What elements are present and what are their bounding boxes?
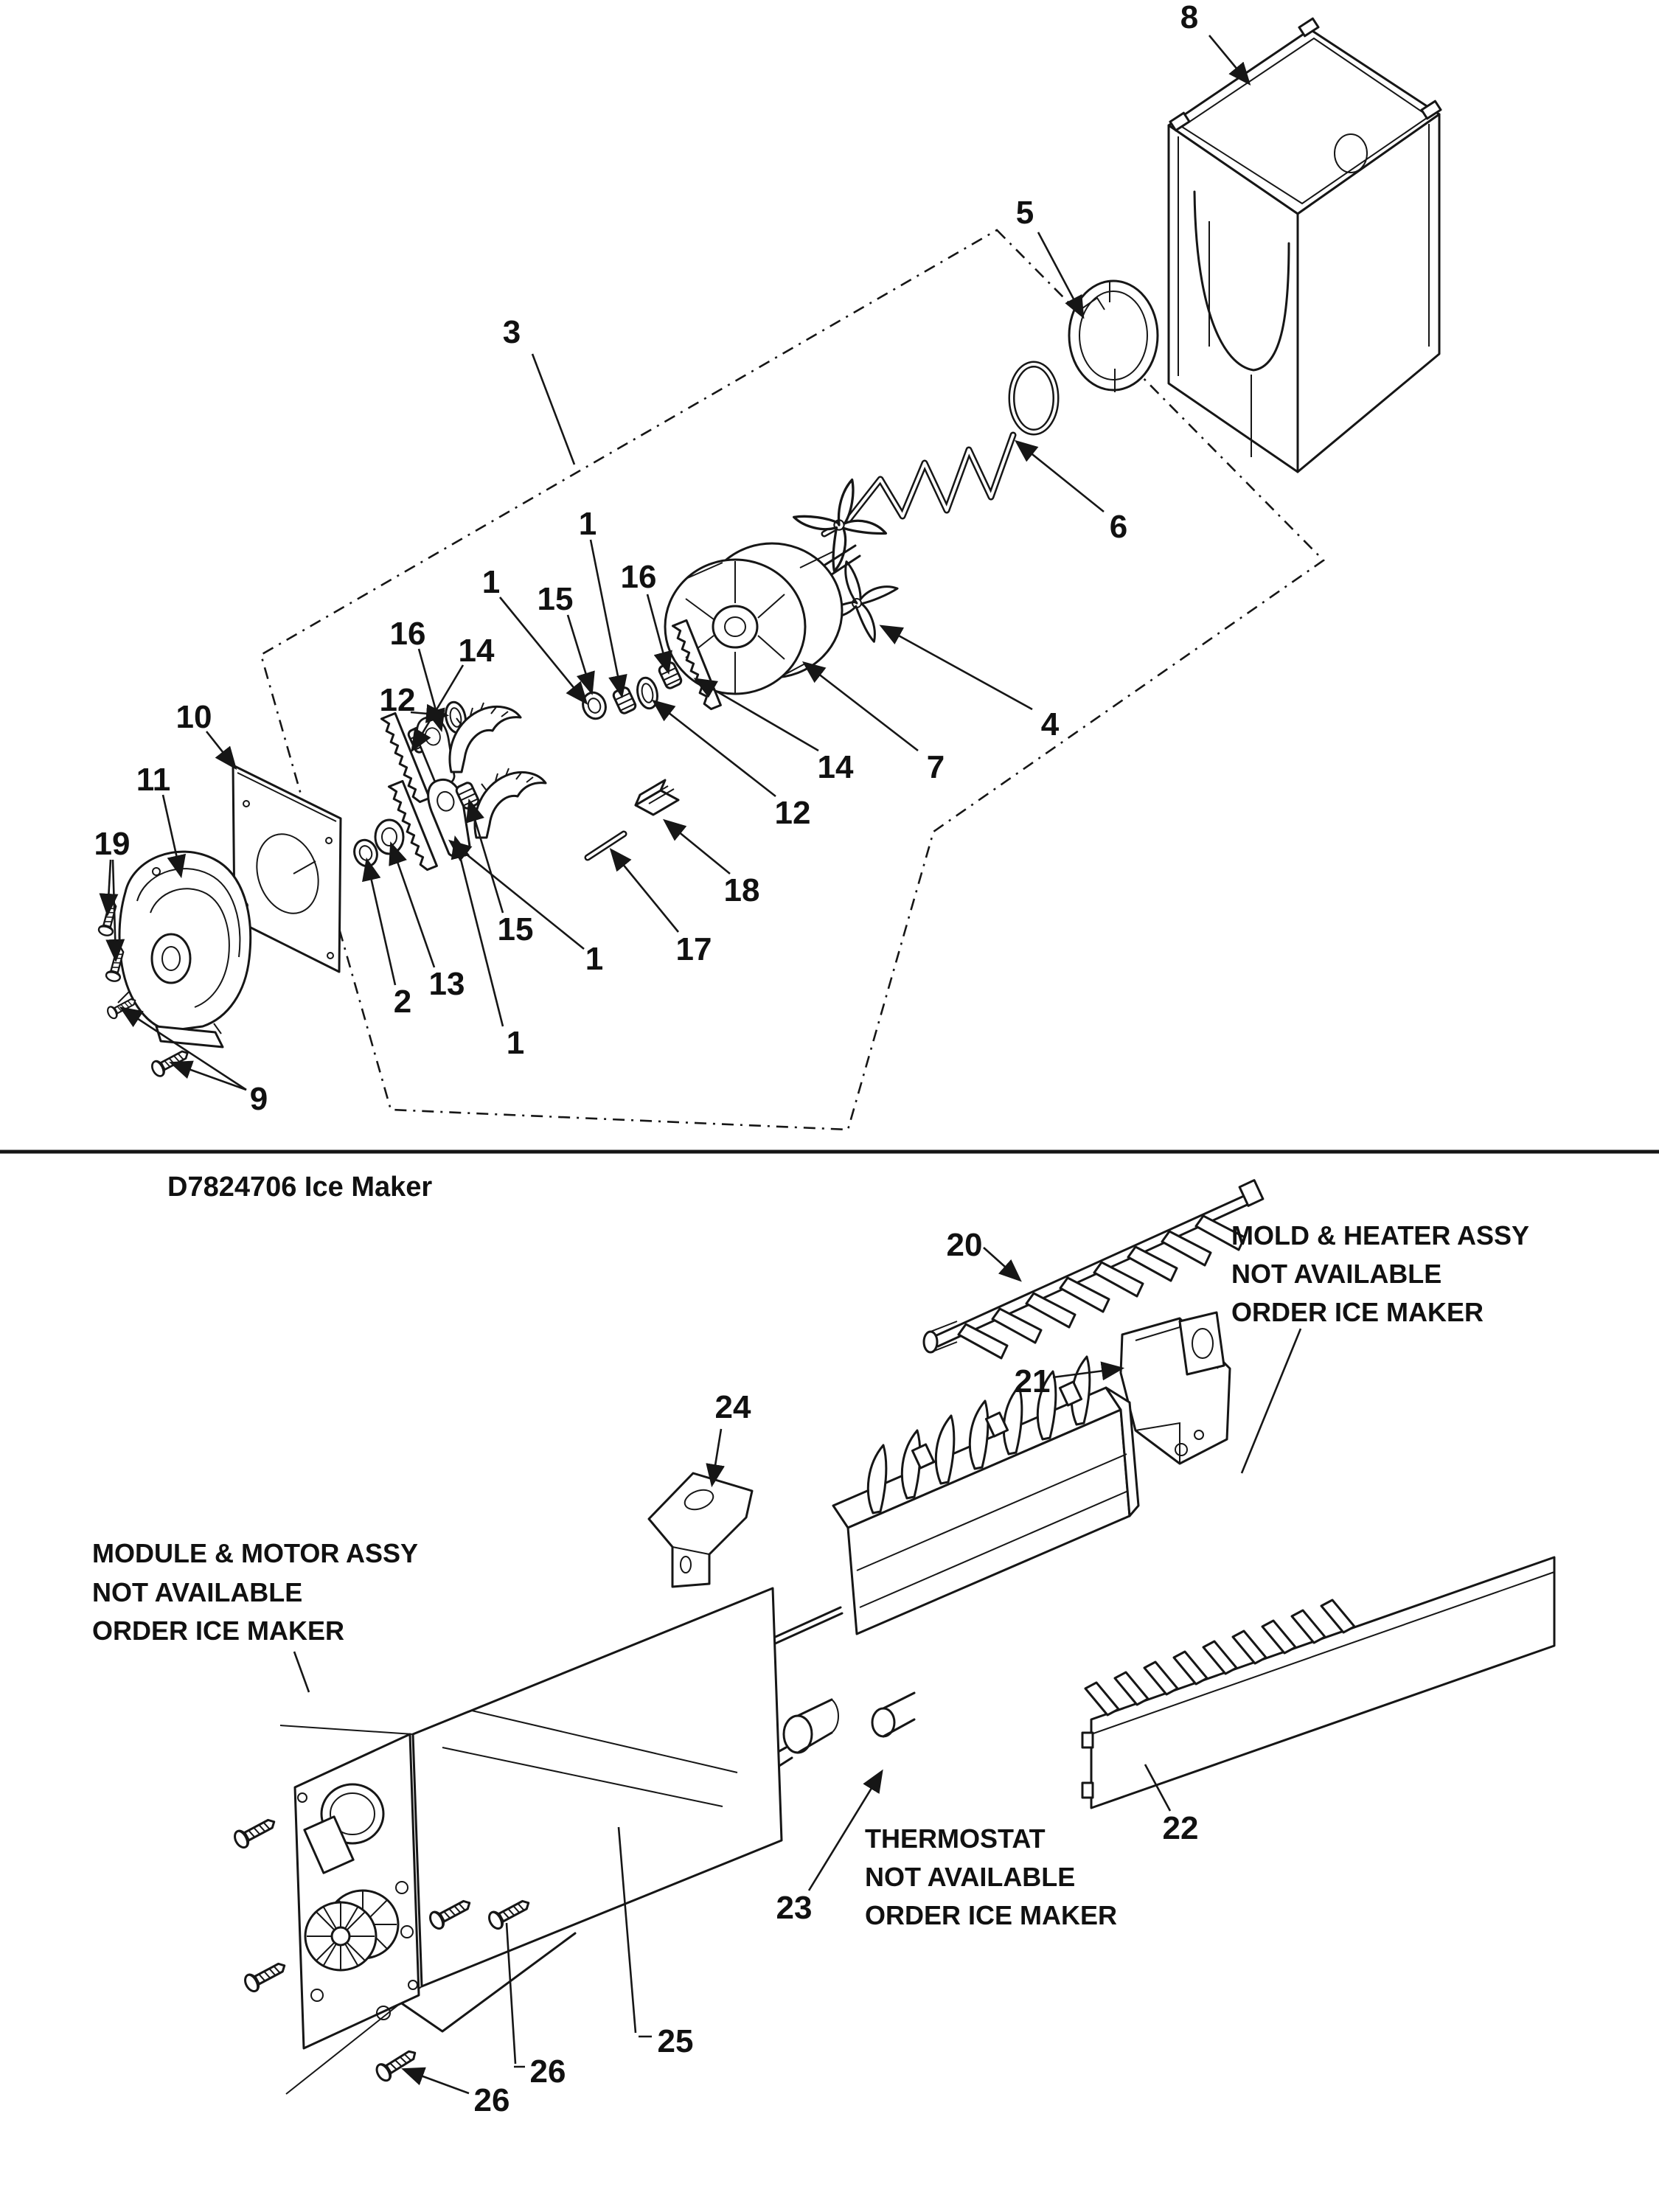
note-mold-heater <box>1231 1220 1529 1327</box>
note-mold-line2: NOT AVAILABLE <box>1231 1259 1442 1289</box>
callout-16-right: 16 <box>620 559 657 595</box>
note-thermostat-line3: ORDER ICE MAKER <box>865 1900 1118 1930</box>
note-mold-line1: MOLD & HEATER ASSY <box>1231 1220 1530 1251</box>
callout-17: 17 <box>675 931 712 967</box>
callout-21: 21 <box>1014 1363 1051 1399</box>
callout-24: 24 <box>714 1389 751 1425</box>
callout-1-mid: 1 <box>481 564 501 600</box>
callout-12-right: 12 <box>774 795 811 831</box>
callout-5: 5 <box>1015 195 1034 231</box>
callout-16-left: 16 <box>389 616 426 652</box>
note-thermostat <box>865 1823 1117 1930</box>
callout-15-top: 15 <box>537 581 574 617</box>
note-thermostat-line2: NOT AVAILABLE <box>865 1862 1076 1892</box>
shear-pin <box>588 834 624 858</box>
fill-cup <box>1121 1312 1230 1464</box>
callout-18: 18 <box>723 872 760 908</box>
note-thermostat-line1: THERMOSTAT <box>865 1823 1046 1854</box>
callout-1-top: 1 <box>578 506 597 542</box>
note-module-line2: NOT AVAILABLE <box>92 1577 303 1607</box>
callout-9: 9 <box>249 1081 268 1117</box>
spacer-block <box>636 780 678 815</box>
ice-stripper <box>1082 1557 1554 1808</box>
note-module-line3: ORDER ICE MAKER <box>92 1615 345 1646</box>
callout-8: 8 <box>1180 0 1199 35</box>
callout-1-bottom: 1 <box>506 1025 525 1061</box>
note-module-line1: MODULE & MOTOR ASSY <box>92 1538 419 1568</box>
callout-13: 13 <box>428 966 465 1002</box>
callout-14-right: 14 <box>817 749 854 785</box>
callout-12-left: 12 <box>379 682 416 718</box>
note-mold-line3: ORDER ICE MAKER <box>1231 1297 1484 1327</box>
module-front-plate <box>295 1734 419 2048</box>
thermostat <box>757 1693 914 1775</box>
assembly-boundary-dashed <box>261 230 1324 1130</box>
ice-bucket <box>1169 18 1441 472</box>
callout-26-upper: 26 <box>529 2053 566 2090</box>
diagram-title: D7824706 Ice Maker <box>167 1172 433 1203</box>
auger-spring <box>824 364 1056 534</box>
callout-2: 2 <box>393 984 412 1020</box>
callout-1-lower: 1 <box>585 941 604 977</box>
callout-15-bottom: 15 <box>497 911 534 947</box>
callouts-top <box>94 0 1199 1117</box>
note-module-motor <box>92 1538 418 1646</box>
callout-22: 22 <box>1162 1810 1199 1846</box>
callout-6: 6 <box>1109 509 1128 545</box>
callout-25: 25 <box>657 2023 694 2059</box>
callout-19: 19 <box>94 826 131 862</box>
callout-14-left: 14 <box>458 633 495 669</box>
callout-3: 3 <box>502 314 521 350</box>
callout-20: 20 <box>946 1227 983 1263</box>
callout-4: 4 <box>1040 706 1060 742</box>
callout-11: 11 <box>136 762 171 798</box>
bearing-cap <box>1069 281 1158 392</box>
callout-23: 23 <box>776 1890 813 1926</box>
callout-26-lower: 26 <box>473 2082 510 2118</box>
callout-7: 7 <box>926 749 945 785</box>
callout-10: 10 <box>175 699 212 735</box>
mounting-bracket <box>649 1473 752 1587</box>
auger-hardware-lower <box>351 768 546 872</box>
